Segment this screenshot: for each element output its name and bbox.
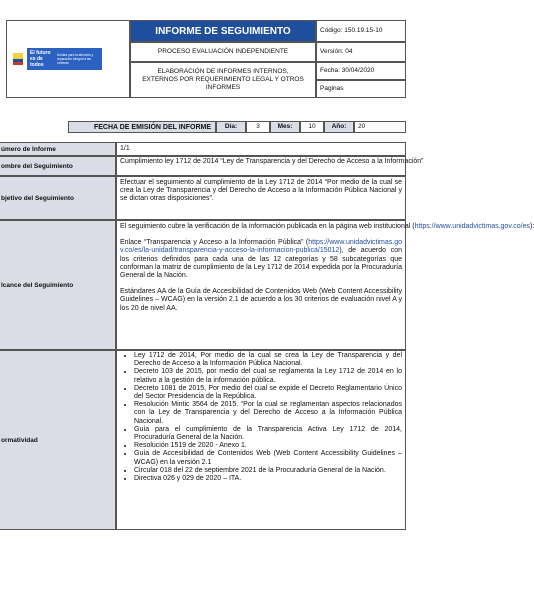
regulation-item: • Directiva 026 y 029 de 2020 – ITA. — [134, 475, 402, 483]
transparency-link[interactable]: https://www.unidadvictimas.gov.co/es/la-unidad/transparencia-y-acceso-la-informacion-publica/15012 — [120, 239, 402, 255]
doc-pages: Paginas — [316, 80, 406, 98]
follow-up-name-value: Cumplimiento ley 1712 de 2014 “Ley de Transparencia y del Derecho de Acceso a la Información” — [116, 156, 406, 176]
scope-paragraph-2: Enlace “Transparencia y Acceso a la Información Pública” (https://www.unidadvictimas.gov.co/es/la-unidad/transparencia-y-acceso-la-informacion-publica/15012), de acuerdo con los criterios definidos para cada una de las 12 categorías y 58 subcategorías que conforman la matriz de cumplimiento de la Ley 1712 de 2014 expedida por la Procuraduría General de la Nación. — [120, 239, 402, 280]
logo-badge — [27, 48, 102, 70]
day-label: Día: — [216, 121, 246, 133]
regulations-list — [120, 352, 402, 483]
doc-code: Código: 150.19.15-10 — [316, 20, 406, 42]
month-label: Mes: — [270, 121, 300, 133]
doc-version: Versión: 04 — [316, 42, 406, 62]
report-number-label: úmero de Informe — [0, 142, 116, 156]
report-title: INFORME DE SEGUIMIENTO — [130, 20, 316, 42]
objective-value: Efectuar el seguimiento al cumplimiento de la Ley 1712 de 2014 “Por medio de la cual se crea la Ley de Transparencia y del Derecho de Acceso a la Información Pública Nacional y se dictan otras disposiciones”. — [116, 176, 406, 220]
regulation-item: • Resolución Mintic 3564 de 2015. “Por la cual se reglamentan aspectos relacionados con la Ley de Transparencia y del Derecho de Acceso a la Información Pública Nacional. — [134, 401, 402, 426]
regulation-item: • Decreto 103 de 2015, por medio del cual se reglamenta la Ley 1712 de 2014 en lo relativo a la gestión de la información pública. — [134, 368, 402, 384]
regulation-item: • Resolución 1519 de 2020 - Anexo 1. — [134, 442, 402, 450]
colombia-flag-icon — [13, 53, 23, 65]
regulations-value — [116, 350, 406, 530]
process-name: PROCESO EVALUACIÓN INDEPENDIENTE — [130, 42, 316, 62]
regulation-item: • Ley 1712 de 2014, Por medio de la cual se crea la Ley de Transparencia y del Derecho de Acceso a la Información Pública Nacional. — [134, 352, 402, 368]
doc-date: Fecha: 30/04/2020 — [316, 62, 406, 80]
unidad-victimas-link[interactable]: https://www.unidadvictimas.gov.co/es — [414, 223, 530, 230]
logo-sub-text: Unidad para la atención y reparación integral a las víctimas — [57, 53, 94, 65]
regulations-label: ormatividad — [0, 350, 116, 530]
scope-label: lcance del Seguimiento — [0, 220, 116, 350]
objective-label: bjetivo del Seguimiento — [0, 176, 116, 220]
report-number-value: 1/1 — [116, 142, 406, 156]
scope-paragraph-3: Estándares AA de la Guía de Accesibilidad de Contenidos Web (Web Content Accessibility Guidelines – WCAG) en la versión 2.1 de acuerdo a los 30 criterios de evaluación nivel A y los 20 de nivel AA. — [120, 288, 402, 312]
scope-value — [116, 220, 534, 350]
logo-main-text: El futuro es de todos — [30, 50, 51, 68]
scope-paragraph-1: El seguimiento cubre la verificación de la información publicada en la página web institucional (https://www.unidadvictimas.gov.co/es): — [120, 223, 534, 230]
follow-up-name-label: ombre del Seguimiento — [0, 156, 116, 176]
emission-label: FECHA DE EMISIÓN DEL INFORME — [68, 121, 216, 133]
year-value: 20 — [354, 121, 406, 133]
elaboration-text: ELABORACIÓN DE INFORMES INTERNOS, EXTERNOS POR REQUERIMIENTO LEGAL Y OTROS INFORMES — [130, 62, 316, 98]
day-value: 3 — [246, 121, 270, 133]
regulation-item: • Guía de Accesibilidad de Contenidos Web (Web Content Accessibility Guidelines – WCAG) en la versión 2.1 — [134, 450, 402, 466]
logo-cell — [6, 20, 130, 98]
regulation-item: • Guía para el cumplimiento de la Transparencia Activa Ley 1712 de 2014, Procuraduría General de la Nación. — [134, 426, 402, 442]
month-value: 10 — [300, 121, 324, 133]
year-label: Año: — [324, 121, 354, 133]
regulation-item: • Circular 018 del 22 de septiembre 2021 de la Procuraduría General de la Nación. — [134, 467, 402, 475]
regulation-item: • Decreto 1081 de 2015, Por medio del cual se expide el Decreto Reglamentario Único del Sector Presidencia de la República. — [134, 385, 402, 401]
